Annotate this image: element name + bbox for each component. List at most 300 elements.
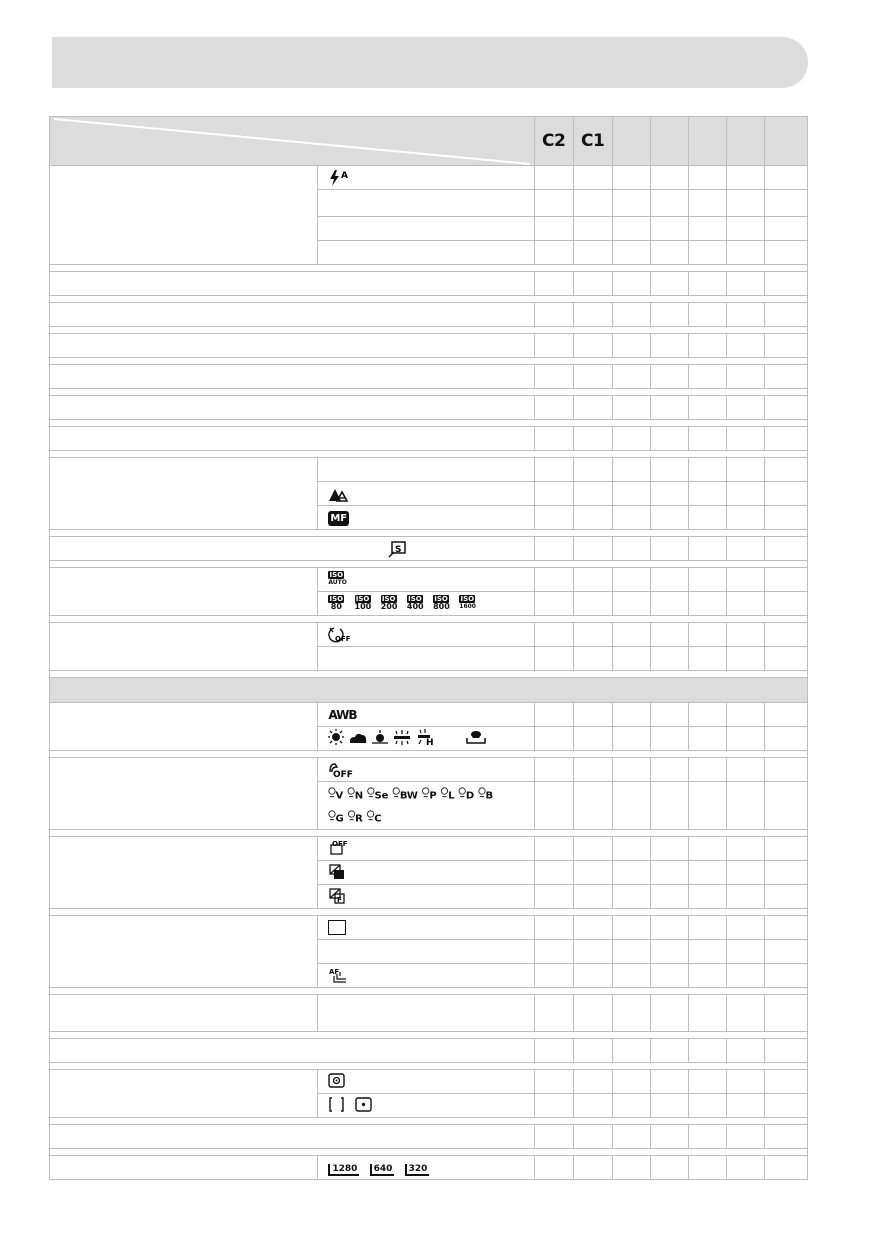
availability-cell: [534, 458, 573, 482]
availability-cell: [726, 303, 764, 327]
table-row: [50, 396, 808, 420]
availability-cell: [764, 568, 807, 592]
availability-cell: [650, 1038, 688, 1062]
availability-cell: [612, 482, 650, 506]
availability-cell: [726, 365, 764, 389]
row-separator: [50, 265, 808, 272]
availability-cell: [534, 884, 573, 908]
svg-text:S: S: [395, 544, 402, 555]
availability-cell: [764, 623, 807, 647]
row-label-drive-mode: [50, 915, 318, 987]
header-diagonal-line: [50, 117, 534, 166]
availability-cell: [688, 396, 726, 420]
iso-400-icon: ISO 400: [406, 594, 424, 611]
availability-cell: [688, 592, 726, 616]
availability-cell: [650, 915, 688, 939]
availability-cell: [688, 727, 726, 751]
row-label-bracketing: [50, 836, 318, 908]
row-single-5: [50, 396, 535, 420]
availability-cell: [764, 458, 807, 482]
availability-cell: [573, 396, 612, 420]
mode-col-c1: C1: [573, 117, 612, 166]
availability-cell: [726, 939, 764, 963]
row-single-4: [50, 365, 535, 389]
row-label-movie-size: [50, 1155, 318, 1179]
availability-cell: [650, 1069, 688, 1093]
availability-cell: [573, 860, 612, 884]
option-drive-af: [318, 963, 534, 987]
iso-200-icon: ISO 200: [380, 594, 398, 611]
my-colors-row-2: [328, 805, 533, 828]
option-movie-sizes: [318, 1155, 534, 1179]
availability-cell: [726, 647, 764, 671]
availability-cell: [764, 334, 807, 358]
svg-text:OFF: OFF: [332, 840, 348, 849]
availability-cell: [688, 568, 726, 592]
row-separator: [50, 829, 808, 836]
availability-cell: [688, 458, 726, 482]
row-label-self-timer: [50, 623, 318, 671]
row-label-blank-tall: [50, 994, 318, 1031]
availability-cell: [534, 241, 573, 265]
row-separator: [50, 1117, 808, 1124]
availability-cell: [764, 727, 807, 751]
my-colors-off-icon: [328, 761, 354, 780]
mountain-a-icon: [328, 486, 348, 502]
svg-text:H: H: [426, 738, 434, 748]
option-wb-auto: [318, 703, 534, 727]
availability-cell: [650, 272, 688, 296]
availability-cell: [573, 1069, 612, 1093]
availability-cell: [612, 727, 650, 751]
availability-cell: [612, 884, 650, 908]
availability-cell: [726, 758, 764, 782]
availability-cell: [764, 915, 807, 939]
availability-cell: [650, 241, 688, 265]
availability-cell: [688, 994, 726, 1031]
table-row: [50, 836, 808, 860]
section-header: [50, 678, 808, 703]
availability-cell: [534, 1069, 573, 1093]
svg-text:AF: AF: [329, 968, 340, 977]
availability-cell: [726, 166, 764, 190]
availability-cell: [612, 963, 650, 987]
availability-cell: [726, 915, 764, 939]
availability-cell: [612, 272, 650, 296]
availability-cell: [573, 1124, 612, 1148]
availability-cell: [650, 994, 688, 1031]
availability-cell: [688, 166, 726, 190]
availability-cell: [534, 166, 573, 190]
row-separator: [50, 358, 808, 365]
row-label-focus: [50, 458, 318, 530]
iso-800-icon: ISO 800: [433, 594, 450, 611]
row-separator: [50, 296, 808, 303]
row-separator: [50, 327, 808, 334]
availability-cell: [534, 939, 573, 963]
availability-cell: [726, 427, 764, 451]
mode-col-5: [688, 117, 726, 166]
row-label-flash: [50, 166, 318, 265]
option-focus-infinity: [318, 482, 534, 506]
availability-cell: [573, 758, 612, 782]
availability-cell: [688, 272, 726, 296]
awb-icon: AWB: [328, 707, 357, 722]
availability-cell: [726, 334, 764, 358]
availability-cell: [688, 1124, 726, 1148]
availability-cell: [726, 241, 764, 265]
iso-80-icon: ISO 80: [329, 594, 344, 611]
row-label-iso: [50, 568, 318, 616]
availability-cell: [688, 647, 726, 671]
availability-cell: [688, 623, 726, 647]
option-timer-on: [318, 647, 534, 671]
availability-cell: [612, 915, 650, 939]
table-row: [50, 568, 808, 592]
my-colors-darker-icon: $⍜_D$: [458, 784, 475, 802]
option-flash-auto: [318, 166, 534, 190]
availability-cell: [764, 884, 807, 908]
availability-cell: [534, 860, 573, 884]
fluorescent-icon: [394, 730, 410, 745]
availability-cell: [650, 568, 688, 592]
availability-cell: [688, 1093, 726, 1117]
availability-cell: [573, 482, 612, 506]
availability-cell: [688, 1155, 726, 1179]
availability-cell: [612, 166, 650, 190]
availability-cell: [612, 939, 650, 963]
availability-cell: [764, 703, 807, 727]
availability-cell: [650, 396, 688, 420]
availability-cell: [573, 303, 612, 327]
row-label-white-balance: [50, 703, 318, 751]
availability-cell: [688, 190, 726, 217]
availability-cell: [650, 537, 688, 561]
availability-cell: [534, 506, 573, 530]
option-bracket-ae: [318, 860, 534, 884]
availability-cell: [650, 727, 688, 751]
availability-cell: [764, 482, 807, 506]
availability-cell: [650, 884, 688, 908]
availability-cell: [726, 1155, 764, 1179]
availability-cell: [534, 1124, 573, 1148]
availability-cell: [573, 365, 612, 389]
option-flash-on: [318, 190, 534, 217]
availability-cell: [612, 592, 650, 616]
availability-cell: [650, 1124, 688, 1148]
availability-cell: [650, 782, 688, 830]
center-weighted-icon: [328, 1097, 346, 1113]
row-separator: [50, 561, 808, 568]
availability-cell: [573, 537, 612, 561]
iso-1600-icon: ISO 1600: [459, 594, 476, 610]
option-focus-mf: [318, 506, 534, 530]
availability-cell: [650, 1155, 688, 1179]
availability-cell: [573, 1038, 612, 1062]
availability-cell: [573, 190, 612, 217]
flash-auto-icon: [328, 169, 350, 187]
availability-cell: [726, 568, 764, 592]
my-colors-bw-icon: $⍜_{BW}$: [392, 784, 418, 802]
availability-cell: [534, 334, 573, 358]
availability-cell: [534, 1038, 573, 1062]
availability-cell: [688, 334, 726, 358]
row-separator: [50, 1062, 808, 1069]
availability-cell: [650, 758, 688, 782]
availability-cell: [650, 190, 688, 217]
availability-cell: [726, 836, 764, 860]
availability-cell: [726, 396, 764, 420]
availability-cell: [764, 1093, 807, 1117]
option-wb-presets: [318, 727, 534, 751]
availability-cell: [650, 506, 688, 530]
availability-cell: [764, 592, 807, 616]
availability-cell: [726, 727, 764, 751]
my-colors-blue-icon: $⍜_B$: [478, 784, 494, 802]
continuous-af-icon: [328, 966, 348, 984]
availability-cell: [534, 1155, 573, 1179]
row-separator: [50, 389, 808, 396]
custom-wb-icon: [467, 731, 485, 743]
availability-cell: [764, 396, 807, 420]
availability-cell: [726, 994, 764, 1031]
availability-cell: [650, 1093, 688, 1117]
mode-col-3: [612, 117, 650, 166]
option-my-colors-list: [318, 782, 534, 830]
availability-cell: [534, 727, 573, 751]
availability-cell: [650, 217, 688, 241]
option-metering-evaluative: [318, 1069, 534, 1093]
option-drive-single: [318, 915, 534, 939]
availability-cell: [726, 703, 764, 727]
availability-cell: [612, 647, 650, 671]
row-single-6: [50, 427, 535, 451]
availability-cell: [650, 623, 688, 647]
availability-cell: [612, 836, 650, 860]
iso-auto-icon: ISO AUTO: [328, 570, 347, 586]
availability-cell: [573, 334, 612, 358]
availability-cell: [764, 365, 807, 389]
availability-cell: [573, 427, 612, 451]
availability-cell: [612, 427, 650, 451]
availability-cell: [764, 1038, 807, 1062]
availability-cell: [534, 915, 573, 939]
availability-cell: [688, 303, 726, 327]
availability-cell: [764, 241, 807, 265]
availability-cell: [650, 592, 688, 616]
availability-cell: [726, 190, 764, 217]
availability-cell: [650, 647, 688, 671]
option-timer-off: [318, 623, 534, 647]
iso-100-icon: ISO 100: [354, 594, 372, 611]
availability-cell: [612, 568, 650, 592]
availability-cell: [764, 963, 807, 987]
fluorescent-h-icon: [418, 729, 434, 748]
availability-cell: [612, 860, 650, 884]
availability-cell: [688, 365, 726, 389]
availability-cell: [612, 782, 650, 830]
row-separator: [50, 451, 808, 458]
availability-cell: [573, 727, 612, 751]
availability-cell: [726, 482, 764, 506]
availability-cell: [764, 782, 807, 830]
row-separator: [50, 908, 808, 915]
availability-cell: [726, 272, 764, 296]
header-diagonal-cell: [50, 117, 535, 166]
availability-cell: [764, 217, 807, 241]
row-separator: [50, 751, 808, 758]
availability-cell: [612, 1124, 650, 1148]
availability-cell: [534, 303, 573, 327]
spot-metering-icon: [355, 1097, 373, 1113]
availability-cell: [688, 703, 726, 727]
table-row: [50, 1155, 808, 1179]
self-timer-off-icon: [328, 626, 350, 644]
availability-cell: [764, 166, 807, 190]
availability-cell: [726, 1093, 764, 1117]
availability-cell: [650, 703, 688, 727]
availability-cell: [612, 458, 650, 482]
availability-cell: [764, 1069, 807, 1093]
cloudy-icon: [350, 734, 366, 743]
table-row: [50, 703, 808, 727]
availability-cell: [612, 623, 650, 647]
option-drive-continuous: [318, 939, 534, 963]
availability-cell: [688, 537, 726, 561]
availability-cell: [688, 939, 726, 963]
availability-cell: [688, 836, 726, 860]
table-row: [50, 1069, 808, 1093]
availability-cell: [688, 915, 726, 939]
availability-cell: [764, 836, 807, 860]
availability-cell: [534, 396, 573, 420]
function-availability-table: [49, 116, 808, 1180]
availability-cell: [573, 241, 612, 265]
availability-cell: [573, 272, 612, 296]
my-colors-red-icon: $⍜_R$: [347, 807, 363, 825]
row-separator: [50, 420, 808, 427]
focus-bracket-icon: [328, 887, 346, 905]
row-label-metering: [50, 1069, 318, 1117]
my-colors-green-icon: $⍜_G$: [328, 807, 344, 825]
availability-cell: [688, 427, 726, 451]
table-row: [50, 623, 808, 647]
availability-cell: [726, 860, 764, 884]
movie-320-icon: 320: [405, 1164, 430, 1176]
table-row: [50, 994, 808, 1031]
availability-cell: [650, 427, 688, 451]
availability-cell: [573, 506, 612, 530]
availability-cell: [573, 994, 612, 1031]
availability-cell: [726, 506, 764, 530]
option-my-colors-off: [318, 758, 534, 782]
table-row: [50, 365, 808, 389]
availability-cell: [573, 915, 612, 939]
availability-cell: [534, 647, 573, 671]
availability-cell: [764, 190, 807, 217]
availability-cell: [688, 241, 726, 265]
option-flash-off: [318, 241, 534, 265]
row-separator: [50, 671, 808, 678]
availability-cell: [612, 1038, 650, 1062]
option-focus-normal: [318, 458, 534, 482]
svg-text:OFF: OFF: [333, 769, 354, 780]
availability-cell: [573, 1093, 612, 1117]
availability-cell: [612, 703, 650, 727]
availability-cell: [612, 1155, 650, 1179]
availability-cell: [612, 1093, 650, 1117]
row-separator: [50, 1031, 808, 1038]
availability-cell: [764, 647, 807, 671]
availability-cell: [573, 568, 612, 592]
availability-cell: [764, 939, 807, 963]
movie-1280-icon: 1280: [328, 1164, 359, 1176]
availability-cell: [534, 758, 573, 782]
availability-cell: [650, 482, 688, 506]
availability-cell: [650, 939, 688, 963]
row-single-3: [50, 334, 535, 358]
option-blank-tall: [318, 994, 534, 1031]
face-select-icon: [388, 540, 408, 558]
svg-text:A: A: [341, 170, 349, 181]
mode-col-4: [650, 117, 688, 166]
row-single-7: [50, 1038, 535, 1062]
svg-text:OFF: OFF: [335, 634, 351, 643]
ae-bracket-icon: [328, 863, 346, 881]
availability-cell: [534, 568, 573, 592]
option-metering-others: [318, 1093, 534, 1117]
wb-preset-icons: [328, 728, 518, 746]
availability-cell: [612, 334, 650, 358]
availability-cell: [688, 1038, 726, 1062]
availability-cell: [612, 303, 650, 327]
availability-cell: [688, 884, 726, 908]
availability-cell: [726, 458, 764, 482]
availability-cell: [534, 217, 573, 241]
availability-cell: [573, 939, 612, 963]
availability-cell: [534, 537, 573, 561]
availability-cell: [764, 994, 807, 1031]
availability-cell: [573, 836, 612, 860]
availability-cell: [573, 458, 612, 482]
table-row: [50, 166, 808, 190]
availability-cell: [726, 592, 764, 616]
option-bracket-off: [318, 836, 534, 860]
my-colors-sepia-icon: $⍜_{Se}$: [367, 784, 389, 802]
availability-cell: [764, 272, 807, 296]
my-colors-neutral-icon: $⍜_N$: [347, 784, 364, 802]
option-iso-values: [318, 592, 534, 616]
availability-cell: [764, 1124, 807, 1148]
availability-cell: [573, 647, 612, 671]
availability-cell: [612, 758, 650, 782]
availability-cell: [726, 963, 764, 987]
row-separator: [50, 530, 808, 537]
row-label-my-colors: [50, 758, 318, 830]
table-row: [50, 537, 808, 561]
availability-cell: [573, 884, 612, 908]
row-separator: [50, 1148, 808, 1155]
mode-col-7: [764, 117, 807, 166]
availability-cell: [650, 303, 688, 327]
daylight-icon: [328, 729, 344, 745]
option-iso-auto: [318, 568, 534, 592]
availability-cell: [612, 365, 650, 389]
my-colors-vivid-icon: $⍜_V$: [328, 784, 344, 802]
row-separator: [50, 987, 808, 994]
availability-cell: [764, 506, 807, 530]
availability-cell: [688, 482, 726, 506]
